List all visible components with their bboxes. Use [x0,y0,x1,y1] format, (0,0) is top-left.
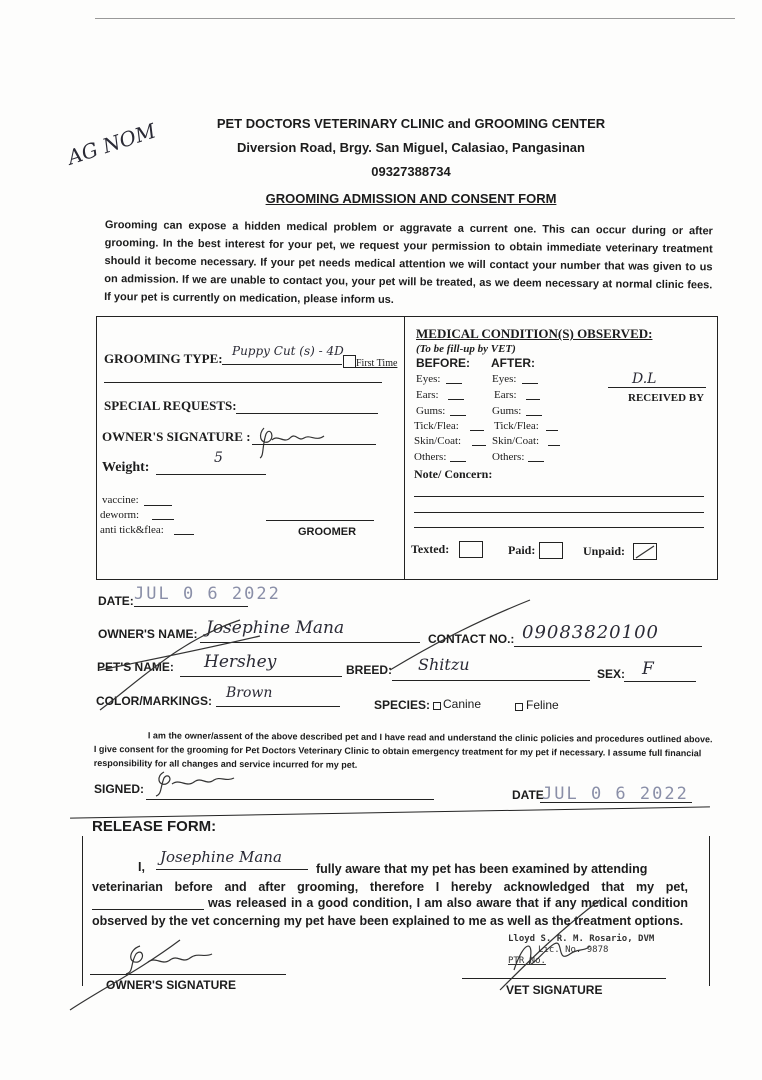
canine-label: Canine [443,697,482,711]
texted-checkbox[interactable] [459,541,483,558]
after-ears: Ears: [494,389,517,401]
before-skin-line [472,445,486,446]
signed-date-label: DATE [512,788,544,802]
paid-label: Paid: [508,543,536,557]
top-rule [95,18,735,19]
groomer-line [266,520,374,521]
vaccine-label: vaccine: [102,494,139,506]
before-skin: Skin/Coat: [414,435,462,447]
after-tick: Tick/Flea: [494,420,539,432]
after-skin: Skin/Coat: [492,435,540,447]
owner-name-label: OWNER'S NAME: [98,627,198,641]
after-skin-line [548,445,560,446]
owner-name-value: Josephine Mana [206,618,345,638]
owner-signature-label: OWNER'S SIGNATURE : [102,429,251,444]
feline-label: Feline [526,698,559,712]
release-top-line [70,806,710,818]
special-requests-label: SPECIAL REQUESTS: [104,398,237,413]
received-by-label: RECEIVED BY [628,392,705,404]
grooming-extra-line [104,382,382,383]
vet-subtitle: (To be fill-up by VET) [416,343,516,355]
clinic-phone: 09327388734 [371,164,451,179]
grooming-type-label: GROOMING TYPE: [104,351,223,366]
before-tick-line [470,430,484,431]
owner-release-signature-label: OWNER'S SIGNATURE [106,978,236,992]
signed-signature [150,768,240,798]
paid-checkbox[interactable] [539,542,563,559]
release-owner-name: Josephine Mana [160,848,282,866]
groomer-label: GROOMER [298,526,357,538]
box-divider [404,316,405,579]
release-line-1: fully aware that my pet has been examined by attending [316,862,648,876]
release-title: RELEASE FORM: [92,818,217,835]
special-requests-line [236,413,378,414]
form-title: GROOMING ADMISSION AND CONSENT FORM [265,191,557,206]
release-line-4: observed by the vet concerning my pet have been explained to me as well as the treatment options. [92,914,684,928]
after-eyes: Eyes: [492,373,517,385]
pen-strokes [60,580,560,720]
grooming-type-value: Puppy Cut (s) - 4D [232,344,344,358]
first-time-checkbox[interactable] [343,355,356,368]
release-line-3: was released in a good condition, I am also aware that if any medical condition [208,896,688,910]
clinic-address: Diversion Road, Brgy. San Miguel, Calasiao, Pangasinan [237,140,585,155]
note-line-1 [414,496,704,497]
vet-stamp-lic: Lic. No. 9878 [538,945,609,955]
signed-label: SIGNED: [94,782,145,796]
owner-signature-line [252,444,376,445]
unpaid-label: Unpaid: [583,544,626,558]
before-tick: Tick/Flea: [414,420,459,432]
after-others: Others: [492,451,525,463]
before-ears: Ears: [416,389,439,401]
before-ears-line [448,399,464,400]
date-stamp: JUL 0 6 2022 [134,584,281,604]
after-eyes-line [522,383,538,384]
date-label: DATE: [98,594,134,608]
weight-value: 5 [214,450,223,466]
signed-date-line [540,802,692,803]
grooming-type-line [222,364,342,365]
received-by-line [608,387,706,388]
release-i: I, [138,860,145,874]
after-label: AFTER: [491,356,535,370]
anti-tick-line [174,534,194,535]
species-label: SPECIES: [374,698,431,712]
first-time-label: First Time [356,358,398,369]
after-gums-line [526,415,542,416]
contact-label: CONTACT NO.: [428,632,515,646]
intro-paragraph: Grooming can expose a hidden medical problem or aggravate a current one. This can occur during or after grooming. In the best interest for your pet, we request your permission to obtain immediate veterinary treatment should it become necessary. If your pet needs medical attention we will contact your number that was given to us on admission. If we are unable to contact you, your pet will be treated, as we deem necessary at normal clinic fees. If your pet is currently on medication, please inform us. [104,218,713,307]
pet-name-label: PET'S NAME: [97,660,174,674]
received-by-value: D.L [632,371,657,387]
color-value: Brown [226,685,273,701]
sex-label: SEX: [597,667,626,681]
after-tick-line [546,430,558,431]
after-ears-line [526,399,540,400]
vet-stamp-ptr: PTR No. [508,956,546,966]
weight-label: Weight: [102,460,150,475]
after-others-line [528,461,544,462]
note-line-3 [414,527,704,528]
medical-condition-title: MEDICAL CONDITION(S) OBSERVED: [416,326,653,341]
before-eyes-line [446,383,462,384]
before-gums-line [450,415,466,416]
note-concern-label: Note/ Concern: [414,467,493,481]
before-gums: Gums: [416,405,446,417]
signed-date-stamp: JUL 0 6 2022 [542,784,689,804]
after-gums: Gums: [492,405,522,417]
before-eyes: Eyes: [416,373,441,385]
consent-paragraph: I am the owner/assent of the above described pet and I have read and understand the clinic policies and procedures outlined above. I give consent for the grooming for Pet Doctors Veterinary Clinic to obtain emergency treatment for my pet if necessary. I assume full financial responsibility for all changes and service incurred for my pet. [93,730,713,770]
texted-label: Texted: [411,542,450,556]
deworm-label: deworm: [100,509,140,521]
breed-value: Shitzu [418,655,470,674]
release-pen-strokes [60,830,700,1020]
owner-signature-scribble [254,420,334,460]
sex-value: F [642,659,654,679]
before-label: BEFORE: [416,356,470,370]
contact-value: 09083820100 [522,622,659,643]
breed-label: BREED: [346,663,393,677]
corner-note: AG NOM [64,118,159,170]
sex-line [624,681,696,682]
vet-signature-label: VET SIGNATURE [506,983,603,997]
pet-name-value: Hershey [204,652,277,672]
weight-line [156,474,266,475]
before-others: Others: [414,451,447,463]
anti-tick-label: anti tick&flea: [100,524,164,536]
color-label: COLOR/MARKINGS: [96,694,212,708]
deworm-line [152,519,174,520]
release-line-2: veterinarian before and after grooming, therefore I hereby acknowledged that my pet, [92,880,688,894]
signed-line [146,799,434,800]
clinic-name: PET DOCTORS VETERINARY CLINIC and GROOMING CENTER [216,116,606,131]
unpaid-check-mark [634,544,656,560]
note-line-2 [414,512,704,513]
before-others-line [450,461,466,462]
vet-stamp-name: Lloyd S. R. M. Rosario, DVM [508,934,655,944]
vaccine-line [144,505,172,506]
